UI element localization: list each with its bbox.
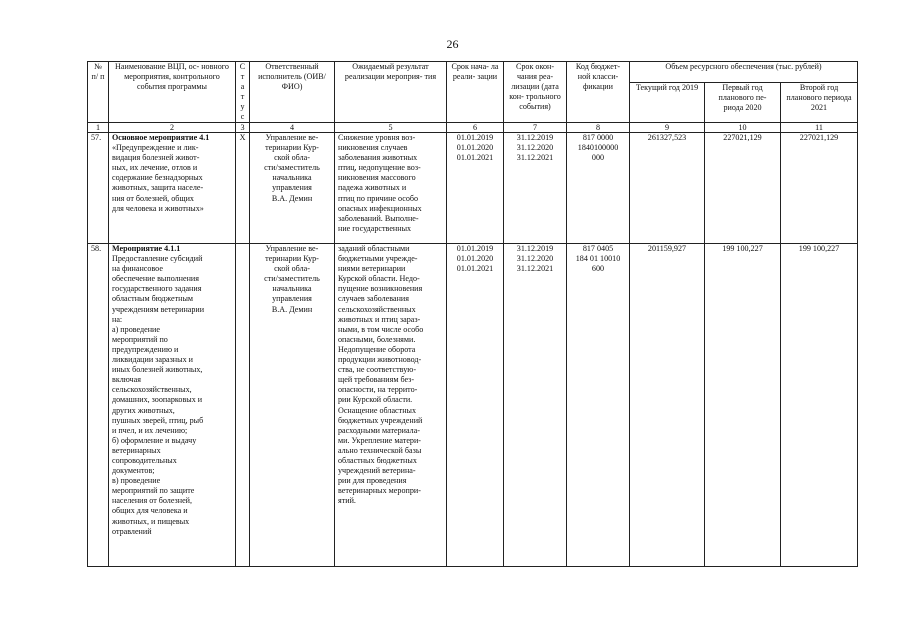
column-number: 5 <box>335 123 447 133</box>
measure-title: Основное мероприятие 4.1 <box>112 133 210 142</box>
header-second-year: Второй год планового периода 2021 <box>781 83 858 123</box>
expected-result: Снижение уровня воз- никновения случаев заболевания животных птиц, недопущение воз- никновения массового падежа животных и птиц по причине особо опасных инфекционных заболеваний. Выполне- ние государственных <box>335 133 447 244</box>
header-end: Срок окон- чания реа- лизации (дата кон- трольного события) <box>504 62 567 123</box>
program-table <box>87 61 858 567</box>
status-mark: Х <box>236 133 250 244</box>
name-line: для человека и животных» <box>112 203 204 213</box>
status-mark <box>236 244 250 567</box>
column-number: 8 <box>567 123 630 133</box>
column-number: 4 <box>250 123 335 133</box>
measure-name <box>109 133 236 244</box>
name-line: ния от болезней, общих <box>112 193 194 203</box>
amount-current-year: 261327,523 <box>630 133 705 244</box>
header-resources: Объем ресурсного обеспечения (тыс. рублей) <box>630 62 858 83</box>
amount-second-year: 227021,129 <box>781 133 858 244</box>
column-number: 2 <box>109 123 236 133</box>
header-row <box>88 62 858 83</box>
end-dates: 31.12.2019 31.12.2020 31.12.2021 <box>504 244 567 567</box>
expected-result: заданий областными бюджетными учрежде- ниями ветеринарии Курской области. Недо- пущение возникновения случаев заболевания сельскохозяйственных животных и птиц зараз- ными, в том числе особо опасными, болезнями. Недопущение оборота продукции животновод- ства, не соответствую- щей требованиям без- опасности, на террито- рии Курской области. Оснащение областных бюджетных учреждений расходными материала- ми. Укрепление матери- ально технической базы областных бюджетных учреждений ветерина- рии для проведения ветеринарных меропри- ятий. <box>335 244 447 567</box>
name-line: «Предупреждение и лик- <box>112 143 199 153</box>
header-first-year: Первый год планового пе- риода 2020 <box>705 83 781 123</box>
start-dates: 01.01.2019 01.01.2020 01.01.2021 <box>447 133 504 244</box>
table-row <box>88 244 858 567</box>
amount-first-year: 227021,129 <box>705 133 781 244</box>
column-number: 11 <box>781 123 858 133</box>
budget-code: 817 0000 1840100000 000 <box>567 133 630 244</box>
table-row <box>88 133 858 244</box>
measure-name: Мероприятие 4.1.1 Предоставление субсидий на финансовое обеспечение выполнения государственного задания областным бюджетным учреждениям ветеринарии на: а) проведение мероприятий по предупреждению и ликвидации заразных и иных болезней животных, включая сельскохозяйственных, домашних, зоопарковых и других животных, пушных зверей, птиц, рыб и пчел, и их лечению; б) оформление и выдачу ветеринарных сопроводительных документов; в) проведение мероприятий по защите населения от болезней, общих для человека и животных, и пищевых отравлений <box>109 244 236 567</box>
header-current-year: Текущий год 2019 <box>630 83 705 123</box>
budget-code: 817 0405 184 01 10010 600 <box>567 244 630 567</box>
header-responsible: Ответственный исполнитель (ОИВ/ФИО) <box>250 62 335 123</box>
header-start: Срок нача- ла реали- зации <box>447 62 504 123</box>
column-number: 3 <box>236 123 250 133</box>
row-number: 57. <box>88 133 109 244</box>
responsible-executor: Управление ве- теринарии Кур- ской обла- сти/заместитель начальника управления В.А. Демин <box>250 244 335 567</box>
page-number: 26 <box>446 37 459 51</box>
column-number: 6 <box>447 123 504 133</box>
header-num: № п/ п <box>88 62 109 123</box>
name-line: животных, защита населе- <box>112 183 204 193</box>
header-budget-code: Код бюджет- ной класси- фикации <box>567 62 630 123</box>
column-number-row <box>88 123 858 133</box>
column-number: 9 <box>630 123 705 133</box>
end-dates: 31.12.2019 31.12.2020 31.12.2021 <box>504 133 567 244</box>
amount-current-year: 201159,927 <box>630 244 705 567</box>
name-line: ных, их лечение, отлов и <box>112 163 198 173</box>
column-number: 7 <box>504 123 567 133</box>
name-line: содержание безнадзорных <box>112 173 203 183</box>
header-name: Наименование ВЦП, ос- новного мероприятия, контрольного события программы <box>109 62 236 123</box>
column-number: 1 <box>88 123 109 133</box>
column-number: 10 <box>705 123 781 133</box>
start-dates: 01.01.2019 01.01.2020 01.01.2021 <box>447 244 504 567</box>
amount-first-year: 199 100,227 <box>705 244 781 567</box>
name-line: видация болезней живот- <box>112 153 200 163</box>
amount-second-year: 199 100,227 <box>781 244 858 567</box>
responsible-executor: Управление ве- теринарии Кур- ской обла- сти/заместитель начальника управления В.А. Демин <box>250 133 335 244</box>
header-expected-result: Ожидаемый результат реализации мероприя- тия <box>335 62 447 123</box>
header-status: С т а т у с <box>236 62 250 123</box>
measure-title: Мероприятие 4.1.1 <box>112 244 181 253</box>
row-number: 58. <box>88 244 109 567</box>
